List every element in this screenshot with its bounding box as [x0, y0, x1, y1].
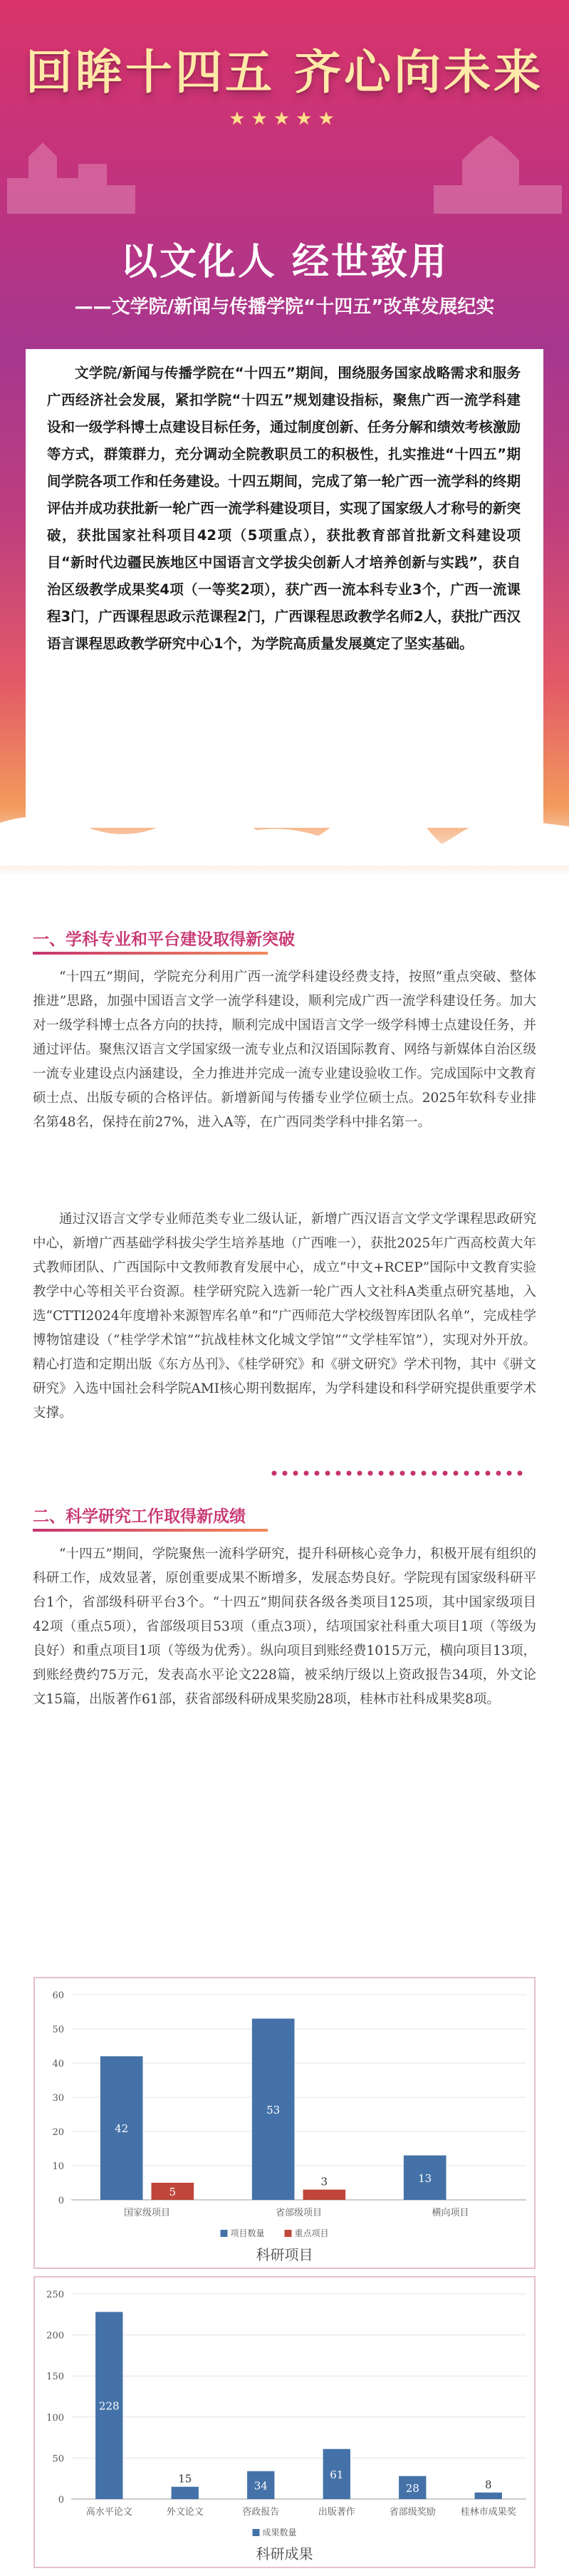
bar-value-label: 61 [330, 2468, 344, 2481]
category-label: 省部级奖励 [389, 2507, 436, 2518]
y-tick-label: 50 [52, 2453, 64, 2465]
dotted-divider-1 [271, 1470, 527, 1477]
category-label: 外文论文 [166, 2507, 204, 2518]
bar-value-label: 3 [320, 2175, 328, 2188]
section1-paragraph-1: “十四五”期间，学院充分利用广西一流学科建设经费支持，按照“重点突破、整体推进”思路，加强中国语言文学一流学科建设，顺利完成广西一流学科建设任务。加大对一级学科博士点各方向的扶持，顺利完成中国语言文学一级学科博士点建设任务，并通过评估。聚焦汉语言文学国家级一流专业点和汉语国际教育、网络与新媒体自治区级一流专业建设点内涵建设，全力推进并完成一流专业建设验收工作。完成国际中文教育硕士点、出版专硕的合格评估。新增新闻与传播专业学位硕士点。2025年软科专业排名第48名，保持在前27%，进入A等，在广西同类学科中排名第一。 [33, 970, 536, 1130]
y-tick-label: 50 [52, 2025, 64, 2035]
legend-label: 重点项目 [294, 2228, 329, 2238]
bar-secondary [303, 2190, 346, 2200]
bar-value-label: 15 [178, 2472, 192, 2486]
bar-value-label: 5 [169, 2186, 177, 2198]
bar-value-label: 28 [405, 2481, 419, 2495]
research-projects-chart [28, 1973, 541, 2273]
section-heading-1-underline [33, 952, 268, 955]
building-silhouette-left [7, 128, 135, 214]
bar-value-label: 42 [115, 2122, 129, 2136]
building-silhouette-right [434, 128, 562, 214]
y-tick-label: 60 [52, 1990, 64, 2001]
bar-value-label: 228 [98, 2399, 120, 2413]
section-heading-1-text: 一、学科专业和平台建设取得新突破 [33, 930, 295, 949]
chart-title: 科研成果 [256, 2545, 313, 2562]
legend-swatch [253, 2529, 260, 2536]
legend-label: 成果数量 [262, 2528, 297, 2538]
y-tick-label: 20 [52, 2127, 64, 2138]
bar-value-label: 8 [484, 2478, 492, 2491]
y-tick-label: 0 [58, 2495, 64, 2505]
bar-primary [172, 2487, 199, 2499]
section-heading-2-text: 二、科学研究工作取得新成绩 [33, 1507, 246, 1526]
section2-paragraph-1: “十四五”期间，学院聚焦一流科学研究，提升科研核心竞争力，积极开展有组织的科研工作，成效显著，原创重要成果不断增多，发展态势良好。学院现有国家级科研平台1个，省部级科研平台3个。“十四五”期间获各级各类项目125项，其中国家级项目42项（重点5项），省部级项目53项（重点3项），结项国家社科重大项目1项（等级为良好）和重点项目1项（等级为优秀）。纵向项目到账经费1015万元，横向项目13项，到账经费约75万元，发表高水平论文228篇，被采纳厅级以上资政报告34项，外文论文15篇，出版著作61部，获省部级科研成果奖励28项，桂林市社科成果奖8项。 [33, 1547, 536, 1707]
section-heading-1 [33, 926, 295, 950]
section1-paragraph-2: 通过汉语言文学专业师范类专业二级认证，新增广西汉语言文学文学课程思政研究中心，新增广西基础学科拔尖学生培养基地（广西唯一），获批2025年广西高校黄大年式教师团队、广西国际中文教师教育发展中心，成立“中文+RCEP”国际中文教育实验教学中心等相关平台资源。桂学研究院入选新一轮广西人文社科A类重点研究基地，入选“CTTI2024年度增补来源智库名单”和“广西师范大学校级智库团队名单”，完成桂学博物馆建设（“桂学学术馆”“抗战桂林文化城文学馆”“文学桂军馆”），实现对外开放。精心打造和定期出版《东方丛刊》、《桂学研究》和《骈文研究》学术刊物，其中《骈文研究》入选中国社会科学院AMI核心期刊数据库，为学科建设和科学研究提供重要学术支撑。 [33, 1212, 536, 1421]
bar-primary [475, 2493, 502, 2499]
y-tick-label: 200 [46, 2330, 64, 2342]
y-tick-label: 150 [46, 2372, 64, 2383]
motto-heading: 以文化人 经世致用 [120, 241, 449, 284]
category-label: 省部级项目 [275, 2208, 323, 2218]
category-label: 桂林市成果奖 [460, 2507, 516, 2518]
legend-swatch [285, 2230, 292, 2237]
category-label: 出版著作 [318, 2507, 355, 2518]
category-label: 高水平论文 [85, 2507, 132, 2518]
y-tick-label: 100 [46, 2412, 64, 2424]
section-heading-2-underline [33, 1529, 268, 1532]
legend-swatch [221, 2230, 228, 2237]
legend-label: 项目数量 [230, 2228, 265, 2238]
chart-title: 科研项目 [256, 2246, 313, 2263]
y-tick-label: 30 [52, 2093, 64, 2104]
bar-value-label: 13 [418, 2171, 432, 2185]
section-heading-2 [33, 1503, 246, 1527]
research-outputs-chart [28, 2273, 541, 2572]
category-label: 国家级项目 [123, 2208, 171, 2218]
category-label: 横向项目 [432, 2208, 469, 2218]
y-tick-label: 10 [52, 2161, 64, 2172]
category-label: 咨政报告 [242, 2507, 280, 2518]
bar-value-label: 53 [266, 2103, 281, 2117]
y-tick-label: 40 [52, 2059, 64, 2069]
y-tick-label: 250 [46, 2290, 64, 2300]
star-row-icon: ★★★★★ [229, 108, 340, 130]
y-tick-label: 0 [58, 2196, 64, 2206]
bar-value-label: 34 [254, 2479, 268, 2493]
page-subtitle: ——文学院/新闻与传播学院“十四五”改革发展纪实 [74, 296, 495, 318]
page-title: 回眸十四五 齐心向未来 [26, 45, 543, 100]
brush-edge-decoration [0, 801, 569, 866]
intro-text: 文学院/新闻与传播学院在“十四五”期间，围绕服务国家战略需求和服务广西经济社会发展，紧扣学院“十四五”规划建设指标，聚焦广西一流学科建设和一级学科博士点建设目标任务，通过制度创新、任务分解和绩效考核激励等方式，群策群力，充分调动全院教职员工的积极性，扎实推进“十四五”期间学院各项工作和任务建设。十四五期间，完成了第一轮广西一流学科的终期评估并成功获批新一轮广西一流学科建设项目，实现了国家级人才称号的新突破，获批国家社科项目42项（5项重点），获批教育部首批新文科建设项目“新时代边疆民族地区中国语言文学拔尖创新人才培养创新与实践”，获自治区级教学成果奖4项（一等奖2项），获广西一流本科专业3个，广西一流课程3门，广西课程思政示范课程2门，广西课程思政教学名师2人，获批广西汉语言课程思政教学研究中心1个，为学院高质量发展奠定了坚实基础。 [47, 365, 521, 652]
